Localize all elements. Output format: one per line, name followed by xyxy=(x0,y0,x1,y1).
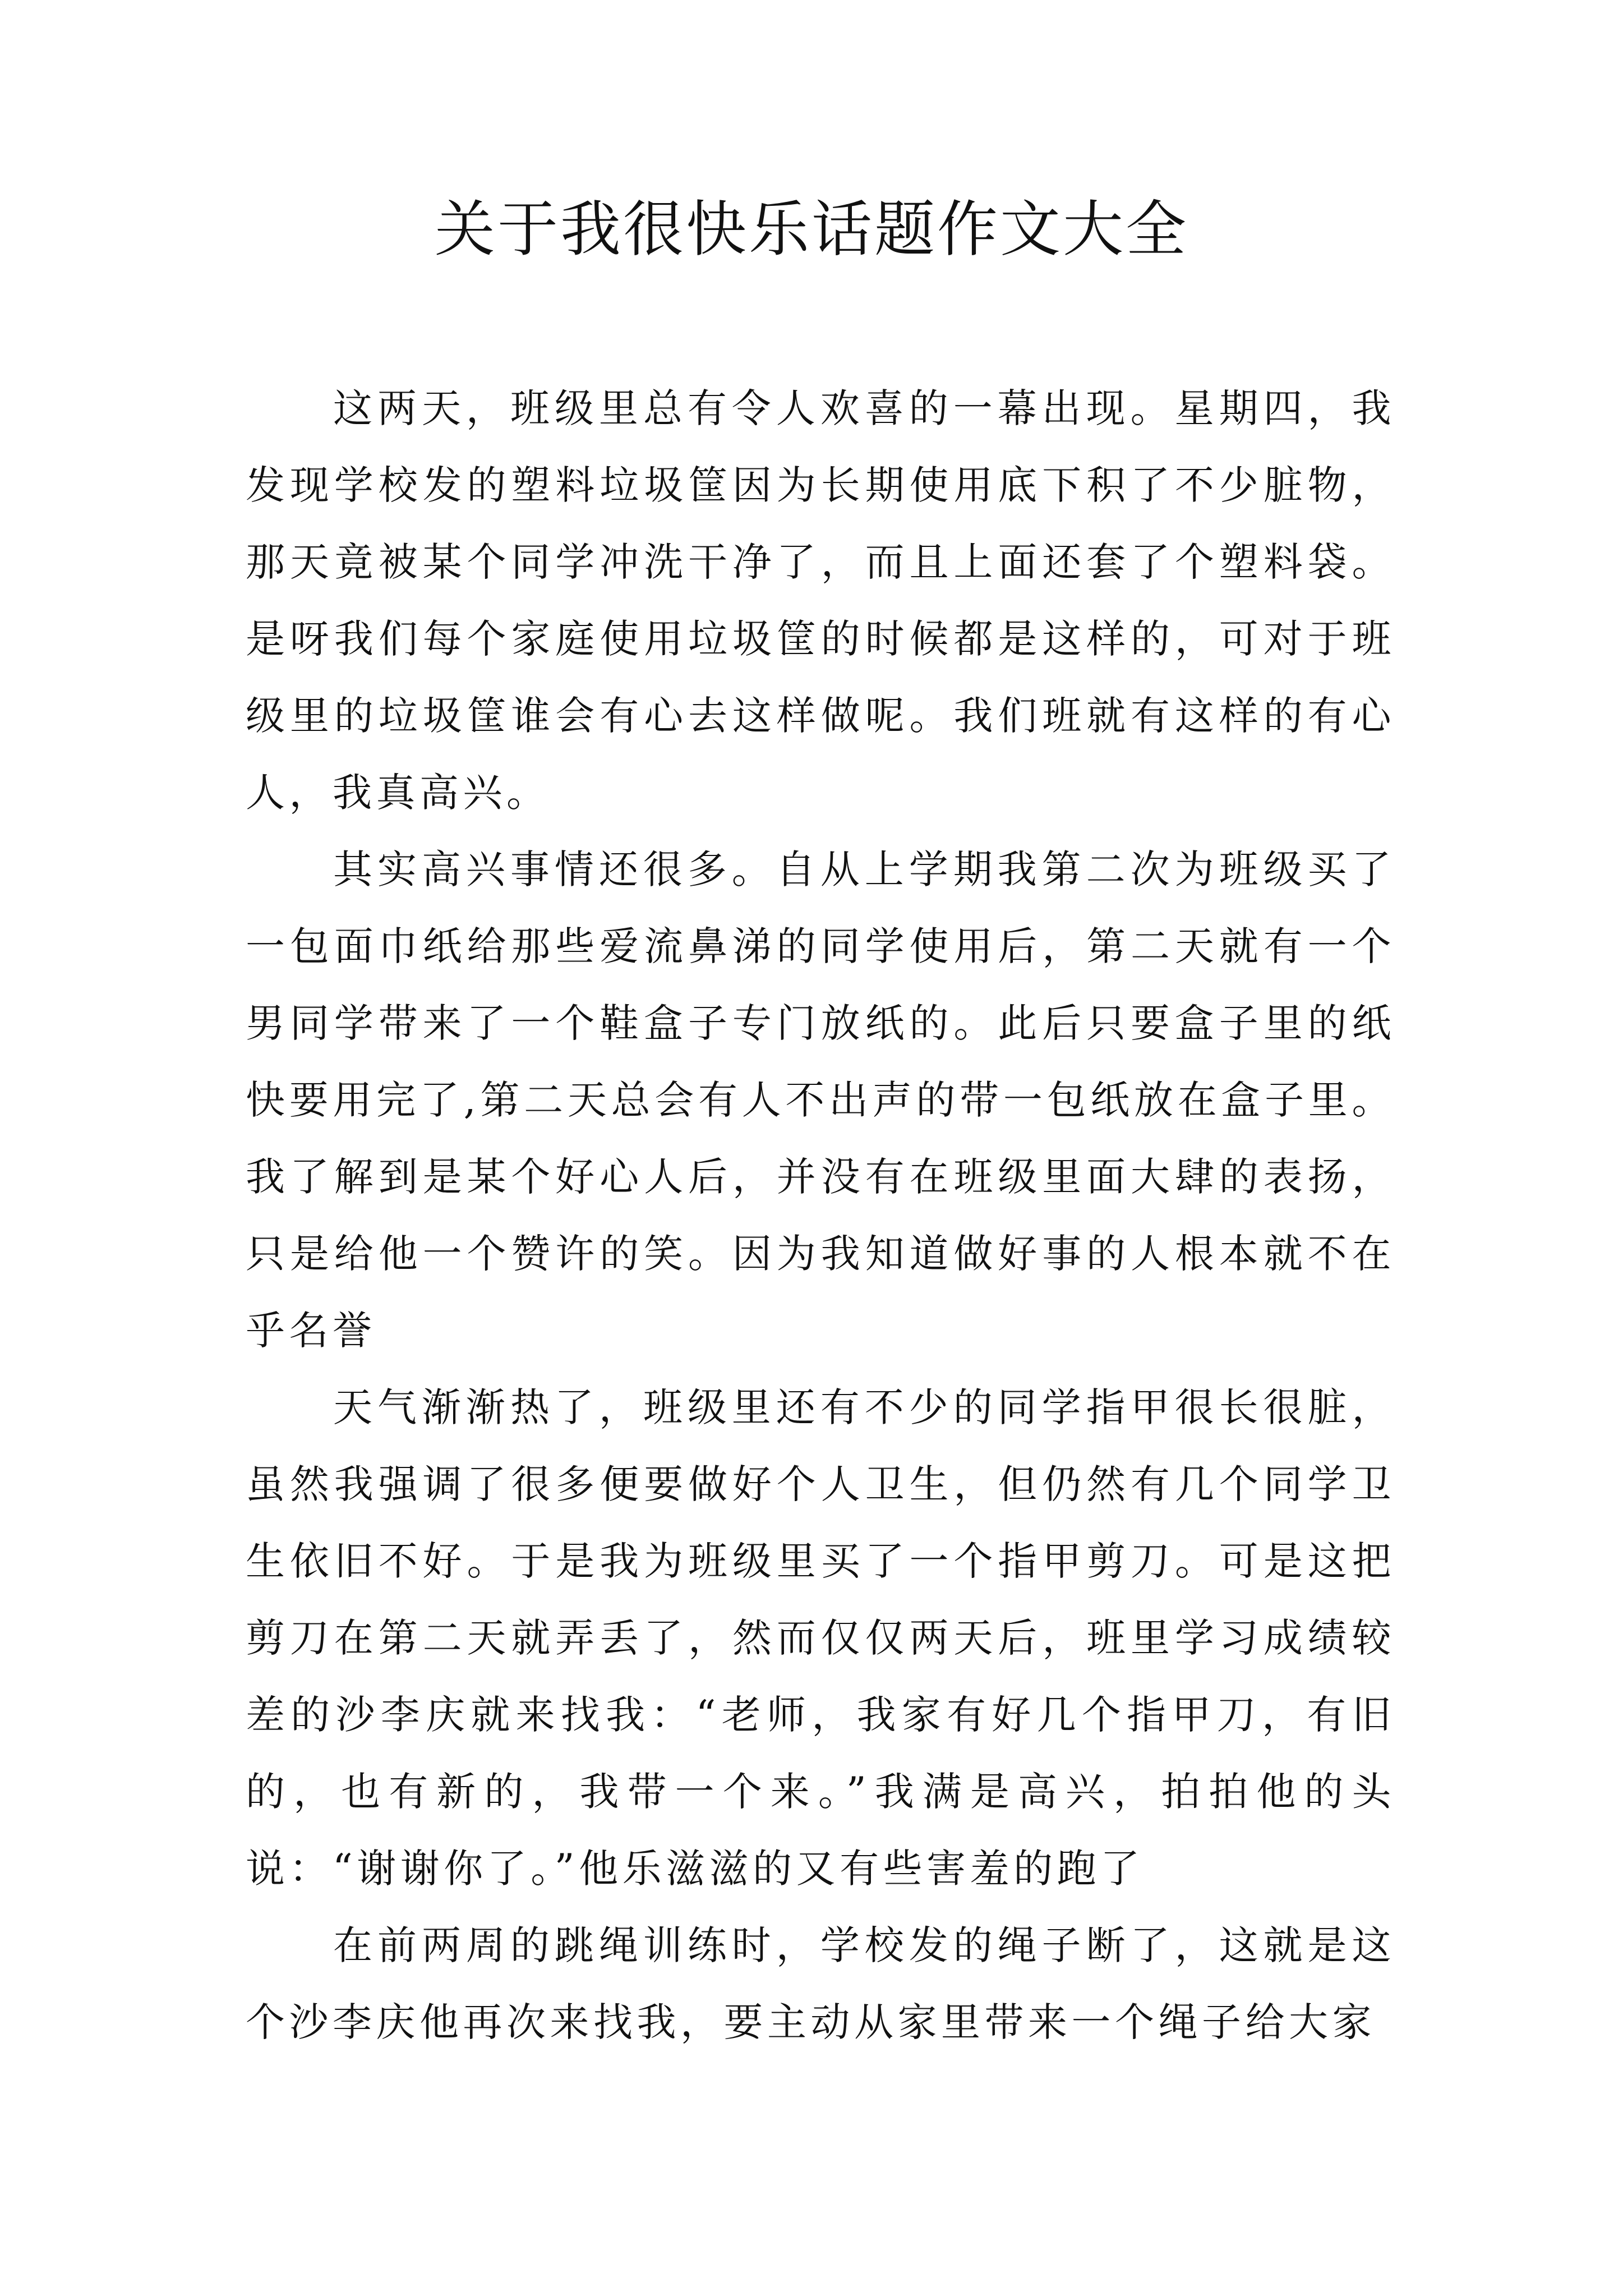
document-body xyxy=(246,370,1395,2061)
document-title: 关于我很快乐话题作文大全 xyxy=(434,195,1188,265)
paragraph-4: 在前两周的跳绳训练时，学校发的绳子断了，这就是这个沙李庆他再次来找我，要主动从家里带来一个绳子给大家 xyxy=(246,1922,1395,2045)
paragraph-2: 其实高兴事情还很多。自从上学期我第二次为班级买了一包面巾纸给那些爱流鼻涕的同学使用后，第二天就有一个男同学带来了一个鞋盒子专门放纸的。此后只要盒子里的纸快要用完了,第二天总会有人不出声的带一包纸放在盒子里。我了解到是某个好心人后，并没有在班级里面大肆的表扬，只是给他一个赞许的笑。因为我知道做好事的人根本就不在乎名誉 xyxy=(246,846,1395,1354)
paragraph-3: 天气渐渐热了，班级里还有不少的同学指甲很长很脏，虽然我强调了很多便要做好个人卫生，但仍然有几个同学卫生依旧不好。于是我为班级里买了一个指甲剪刀。可是这把剪刀在第二天就弄丢了，然而仅仅两天后，班里学习成绩较差的沙李庆就来找我：“老师，我家有好几个指甲刀，有旧的，也有新的，我带一个来。”我满是高兴，拍拍他的头说：“谢谢你了。”他乐滋滋的又有些害羞的跑了 xyxy=(246,1384,1395,1892)
paragraph-1: 这两天，班级里总有令人欢喜的一幕出现。星期四，我发现学校发的塑料垃圾筐因为长期使用底下积了不少脏物，那天竟被某个同学冲洗干净了，而且上面还套了个塑料袋。是呀我们每个家庭使用垃圾筐的时候都是这样的，可对于班级里的垃圾筐谁会有心去这样做呢。我们班就有这样的有心人，我真高兴。 xyxy=(246,385,1395,816)
